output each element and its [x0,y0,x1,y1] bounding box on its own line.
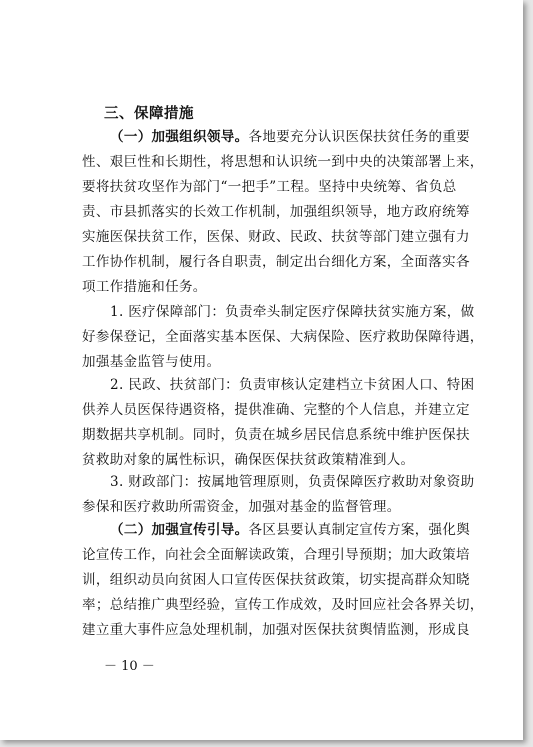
paragraph-line: 加强基金监管与使用。 [82,354,221,370]
paragraph-line: 建立重大事件应急处理机制，加强对医保扶贫舆情监测，形成良 [82,622,470,638]
paragraph-line: 参保和医疗救助所需资金，加强对基金的监督管理。 [82,499,401,515]
paragraph-line: 责、市县抓落实的长效工作机制，加强组织领导，地方政府统筹 [82,204,470,220]
paragraph-text: 各地要充分认识医保扶贫任务的重要 [248,129,471,145]
paragraph-line: 论宣传工作，向社会全面解读政策，合理引导预期；加大政策培 [82,547,470,563]
paragraph-lead: （一）加强组织领导。 [110,129,249,145]
paragraph-line: 工作协作机制，履行各自职责，制定出台细化方案，全面落实各 [82,254,470,270]
paragraph-publicity-guidance [82,518,522,643]
paragraph-line: 好参保登记，全面落实基本医保、大病保险、医疗救助保障待遇， [82,329,484,345]
paragraph-civil-affairs-dept [82,373,522,473]
paragraph-line: 项工作措施和任务。 [82,279,207,295]
paragraph-medical-security-dept [82,300,522,375]
paragraph-line: 性、艰巨性和长期性，将思想和认识统一到中央的决策部署上来， [82,154,484,170]
paragraph-finance-dept [82,470,522,520]
paragraph-line: 训，组织动员向贫困人口宣传医保扶贫政策，切实提高群众知晓 [82,572,470,588]
section-heading: 三、保障措施 [104,106,194,122]
paragraph-line: 供养人员医保待遇资格，提供准确、完整的个人信息，并建立定 [82,402,470,418]
paragraph-line: 率；总结推广典型经验，宣传工作成效，及时回应社会各界关切， [82,597,484,613]
paragraph-line: 1. 医疗保障部门：负责牵头制定医疗保障扶贫实施方案，做 [110,304,475,320]
paragraph-line: 贫救助对象的属性标识，确保医保扶贫政策精准到人。 [82,452,415,468]
page-number: － 10 － [104,659,155,674]
paragraph-line: 2. 民政、扶贫部门：负责审核认定建档立卡贫困人口、特困 [110,377,475,393]
paragraph-text: 各区县要认真制定宣传方案，强化舆 [248,522,471,538]
paragraph-organization-leadership [82,125,522,300]
paragraph-line: 期数据共享机制。同时，负责在城乡居民信息系统中维护医保扶 [82,427,470,443]
paragraph-line [82,125,522,150]
paragraph-line: 3. 财政部门：按属地管理原则，负责保障医疗救助对象资助 [110,474,475,490]
paragraph-line: 要将扶贫攻坚作为部门“一把手”工程。坚持中央统筹、省负总 [82,179,457,195]
paragraph-line [82,518,522,543]
paragraph-line: 实施医保扶贫工作，医保、财政、民政、扶贫等部门建立强有力 [82,229,470,245]
paragraph-lead: （二）加强宣传引导。 [110,522,249,538]
